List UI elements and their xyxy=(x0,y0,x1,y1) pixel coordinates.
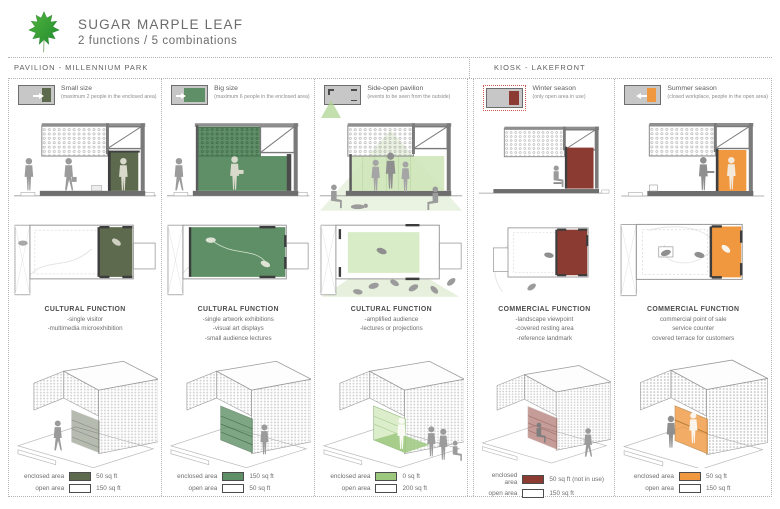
enclosed-area-label: enclosed area xyxy=(24,473,65,480)
function-item: -single visitor xyxy=(67,315,104,323)
open-area-swatch xyxy=(69,484,91,493)
column-summer xyxy=(614,79,771,496)
open-area-value: 200 sq ft xyxy=(402,485,427,492)
function-block xyxy=(318,300,464,356)
column-big-size xyxy=(161,79,314,496)
open-area-label: open area xyxy=(341,485,371,492)
column-head xyxy=(477,84,611,114)
small-size-icon xyxy=(18,85,55,105)
open-area-value: 150 sq ft xyxy=(549,490,574,497)
function-block xyxy=(165,300,311,356)
axonometric-drawing xyxy=(165,356,311,468)
axonometric-drawing xyxy=(477,356,611,468)
open-area-swatch xyxy=(375,484,397,493)
column-title: Side-open pavilion xyxy=(367,85,424,92)
enclosed-area-value: 50 sq ft xyxy=(706,473,727,480)
open-area-label: open area xyxy=(488,490,518,497)
function-block xyxy=(477,300,611,356)
winter-icon xyxy=(483,85,526,111)
group-label-band xyxy=(8,57,772,78)
function-title: COMMERCIAL FUNCTION xyxy=(646,306,740,313)
function-item: covered terrace for customers xyxy=(652,334,735,342)
group-label-kiosk: KIOSK - LAKEFRONT xyxy=(494,63,586,72)
function-title: CULTURAL FUNCTION xyxy=(350,306,432,313)
enclosed-area-swatch xyxy=(679,472,701,481)
side-open-icon xyxy=(324,85,361,105)
function-item: -multimedia microexhibition xyxy=(47,325,123,332)
enclosed-area-value: 150 sq ft xyxy=(249,473,274,480)
enclosed-area-swatch xyxy=(522,475,544,484)
column-subtitle: (events to be seen from the outside) xyxy=(367,93,451,100)
function-item: -single artwork exhibitions xyxy=(202,315,274,323)
page-title: SUGAR MARPLE LEAF xyxy=(78,17,244,32)
elevation-drawing xyxy=(165,114,311,214)
function-title: CULTURAL FUNCTION xyxy=(44,306,126,313)
elevation-drawing xyxy=(318,114,464,214)
open-area-swatch xyxy=(522,489,544,498)
summer-icon xyxy=(624,85,661,105)
function-block xyxy=(12,300,158,356)
enclosed-area-label: enclosed area xyxy=(633,473,674,480)
plan-drawing xyxy=(165,214,311,300)
enclosed-area-swatch xyxy=(222,472,244,481)
function-item: -amplified audience xyxy=(364,315,419,323)
group-kiosk xyxy=(473,79,771,496)
enclosed-area-label: enclosed area xyxy=(177,473,218,480)
plan-drawing xyxy=(477,214,611,300)
enclosed-area-label: enclosed area xyxy=(491,472,518,486)
open-area-label: open area xyxy=(188,485,218,492)
diagram-board xyxy=(8,78,772,497)
function-item: -landscape viewpoint xyxy=(515,315,574,323)
area-legend xyxy=(618,472,768,493)
function-item: -small audience lectures xyxy=(204,334,272,342)
plan-drawing xyxy=(12,214,158,300)
open-area-value: 50 sq ft xyxy=(249,485,271,492)
group-label-pavilion: PAVILION - MILLENNIUM PARK xyxy=(14,63,149,72)
enclosed-area-swatch xyxy=(69,472,91,481)
column-head xyxy=(165,84,311,114)
function-item: commercial point of sale xyxy=(659,315,727,323)
area-legend xyxy=(12,472,158,493)
header xyxy=(24,8,243,56)
column-title: Summer season xyxy=(667,85,717,92)
area-legend xyxy=(318,472,464,493)
function-item: service counter xyxy=(672,325,715,332)
enclosed-area-value: 50 sq ft (not in use) xyxy=(549,475,605,483)
plan-drawing xyxy=(618,214,768,300)
big-size-icon xyxy=(171,85,208,105)
column-title: Big size xyxy=(214,85,238,92)
axonometric-drawing xyxy=(618,356,768,468)
open-area-value: 150 sq ft xyxy=(706,485,731,492)
elevation-drawing xyxy=(618,114,768,214)
elevation-drawing xyxy=(477,114,611,214)
column-subtitle: (maximum 2 people in the enclosed area) xyxy=(61,93,157,100)
column-title: Winter season xyxy=(532,85,576,92)
plan-drawing xyxy=(318,214,464,300)
elevation-drawing xyxy=(12,114,158,214)
function-item: -visual art displays xyxy=(212,325,264,332)
axonometric-drawing xyxy=(12,356,158,468)
column-subtitle: (maximum 6 people in the enclosed area) xyxy=(214,93,310,100)
area-legend xyxy=(477,472,611,498)
column-small-size xyxy=(9,79,161,496)
column-title: Small size xyxy=(61,85,92,92)
open-area-label: open area xyxy=(645,485,674,492)
group-pavilion xyxy=(9,79,468,496)
column-side-open xyxy=(314,79,467,496)
open-area-swatch xyxy=(222,484,244,493)
enclosed-area-value: 0 sq ft xyxy=(402,473,420,480)
group-separator xyxy=(469,57,470,78)
enclosed-area-label: enclosed area xyxy=(330,473,371,480)
area-legend xyxy=(165,472,311,493)
maple-leaf-icon xyxy=(24,10,64,54)
function-block xyxy=(618,300,768,356)
function-item: -reference landmark xyxy=(516,334,573,342)
column-head xyxy=(12,84,158,114)
function-title: COMMERCIAL FUNCTION xyxy=(498,306,591,313)
column-subtitle: (only open area in use) xyxy=(532,93,586,100)
axonometric-drawing xyxy=(318,356,464,468)
column-head xyxy=(318,84,464,114)
column-subtitle: (closed workplace, people in the open area) xyxy=(667,93,768,100)
open-area-swatch xyxy=(679,484,701,493)
page-subtitle: 2 functions / 5 combinations xyxy=(78,35,238,47)
function-title: CULTURAL FUNCTION xyxy=(197,306,279,313)
function-item: -covered resting area xyxy=(515,325,574,332)
open-area-value: 150 sq ft xyxy=(96,485,121,492)
column-winter xyxy=(474,79,614,496)
column-head xyxy=(618,84,768,114)
enclosed-area-swatch xyxy=(375,472,397,481)
function-item: -lectures or projections xyxy=(360,325,423,332)
enclosed-area-value: 50 sq ft xyxy=(96,473,118,480)
open-area-label: open area xyxy=(35,485,65,492)
